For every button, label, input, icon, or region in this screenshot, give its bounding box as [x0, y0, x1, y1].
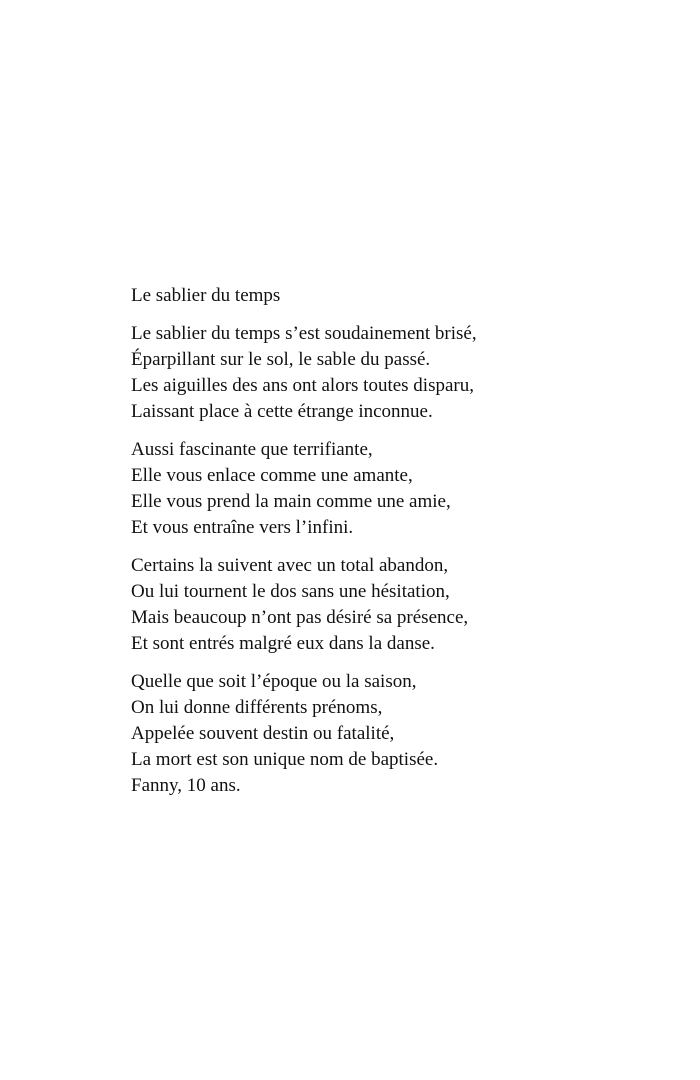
poem-line: Mais beaucoup n’ont pas désiré sa présence, [131, 607, 469, 628]
poem-line: Elle vous enlace comme une amante, [131, 465, 413, 486]
poem-line: Le sablier du temps s’est soudainement brisé, [131, 323, 477, 344]
poem [131, 283, 631, 799]
stanza-3 [131, 553, 631, 657]
poem-line: Et vous entraîne vers l’infini. [131, 517, 354, 538]
poem-title: Le sablier du temps [131, 285, 281, 306]
poem-line: Elle vous prend la main comme une amie, [131, 491, 451, 512]
poem-line: Ou lui tournent le dos sans une hésitation, [131, 581, 450, 602]
poem-line: Aussi fascinante que terrifiante, [131, 439, 373, 460]
poem-line: Laissant place à cette étrange inconnue. [131, 401, 433, 422]
poem-line: Les aiguilles des ans ont alors toutes disparu, [131, 375, 474, 396]
stanza-4 [131, 669, 631, 773]
stanza-1 [131, 321, 631, 425]
poem-line: Éparpillant sur le sol, le sable du passé. [131, 349, 431, 370]
poem-line: Et sont entrés malgré eux dans la danse. [131, 633, 435, 654]
poem-line: La mort est son unique nom de baptisée. [131, 749, 439, 770]
poem-line: On lui donne différents prénoms, [131, 697, 383, 718]
poem-line: Appelée souvent destin ou fatalité, [131, 723, 395, 744]
poem-signature: Fanny, 10 ans. [131, 775, 241, 796]
poem-line: Certains la suivent avec un total abandon, [131, 555, 449, 576]
stanza-2 [131, 437, 631, 541]
poem-line: Quelle que soit l’époque ou la saison, [131, 671, 417, 692]
